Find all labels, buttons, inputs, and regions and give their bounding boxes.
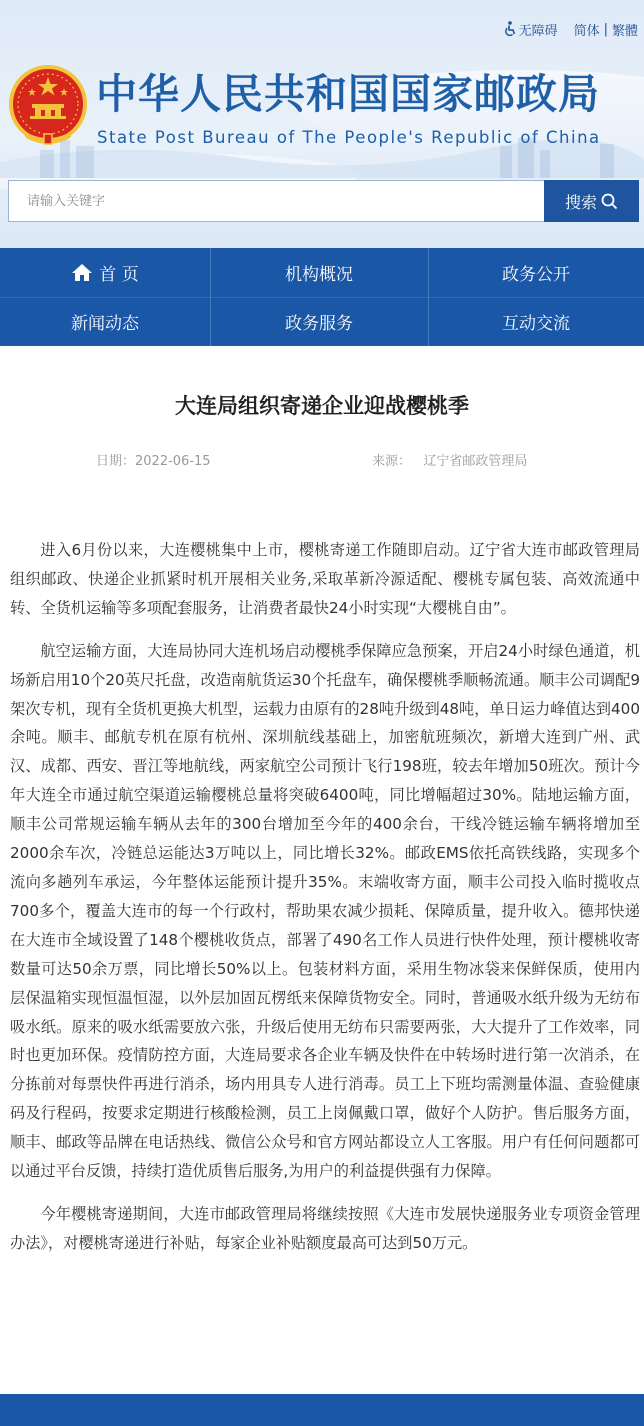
nav-item-news[interactable]: 新闻动态: [71, 314, 139, 334]
article-date-value: 2022-06-15: [135, 454, 211, 469]
search-button-label: 搜索: [564, 192, 597, 212]
nav-item-services[interactable]: 政务服务: [285, 314, 353, 334]
nav-item-organization[interactable]: 机构概况: [285, 265, 353, 285]
search-icon: [601, 193, 618, 210]
article-date: [96, 452, 211, 472]
nav-item-home-label: 首 页: [99, 265, 139, 285]
search-input[interactable]: [8, 180, 544, 222]
article-source-value: 辽宁省邮政管理局: [423, 454, 528, 469]
article-source-label: 来源：: [372, 454, 412, 469]
article-paragraph: 今年樱桃寄递期间，大连市邮政管理局将继续按照《大连市发展快递服务业专项资金管理办法》，对樱桃寄递进行补贴，每家企业补贴额度最高可达到50万元。: [10, 1204, 640, 1252]
accessibility-link[interactable]: [503, 20, 558, 39]
search-button[interactable]: [544, 180, 639, 222]
article-body: [10, 536, 640, 1272]
national-emblem-icon: [8, 64, 88, 150]
main-nav: [0, 248, 644, 346]
article-title: 大连局组织寄递企业迎战樱桃季: [175, 394, 469, 418]
site-header: [0, 0, 644, 248]
accessibility-label: 无障碍: [518, 23, 558, 39]
site-title-en: State Post Bureau of The People's Republic of China: [97, 128, 601, 147]
nav-item-government-affairs[interactable]: 政务公开: [502, 265, 570, 285]
nav-item-home[interactable]: [0, 248, 210, 297]
nav-item-interaction[interactable]: 互动交流: [502, 314, 570, 334]
article-paragraph: 航空运输方面，大连局协同大连机场启动樱桃季保障应急预案，开启24小时绿色通道，机场新启用10个20英尺托盘，改造南航货运30个托盘车，确保樱桃季顺畅流通。顺丰公司调配9架次专机，现有全货机更换大机型，运载力由原有的28吨升级到48吨，单日运力峰值达到400余吨。顺丰、邮航专机在原有杭州、深圳航线基础上，加密航班频次，新增大连到广州、武汉、成都、西安、晋江等地航线，两家航空公司预计飞行198班，较去年增加50班次。预计今年大连全市通过航空渠道运输樱桃总量将突破6400吨，同比增幅超过30%。陆地运输方面，顺丰公司常规运输车辆从去年的300台增加至今年的400余台，干线冷链运输车辆将增加至2000余车次，冷链总运能达3万吨以上，同比增长32%。邮政EMS依托高铁线路，实现多个流向多趟列车承运，今年整体运能预计提升35%。末端收寄方面，顺丰公司投入临时揽收点700多个，覆盖大连市的每一个行政村，帮助果农减少损耗、保障质量，提升收入。德邦快递在大连市全域设置了148个樱桃收货点，部署了490名工作人员进行快件处理，预计樱桃收寄数量可达50余万票，同比增长50%以上。包装材料方面，采用生物冰袋来保鲜保质，使用内层保温箱实现恒温恒湿，以外层加固瓦楞纸来保障货物安全。同时，普通吸水纸升级为无纺布吸水纸。原来的吸水纸需要放六张，升级后使用无纺布只需要两张，大大提升了工作效率，同时也更加环保。疫情防控方面，大连局要求各企业车辆及快件在中转场时进行第一次消杀，在分拣前对每票快件再进行消杀，场内用具专人进行消毒。员工上下班均需测量体温、查验健康码及行程码，按要求定期进行核酸检测，员工上岗佩戴口罩，做好个人防护。售后服务方面，顺丰、邮政等品牌在电话热线、微信公众号和官方网站都设立人工客服。用户有任何问题都可以通过平台反馈，持续打造优质售后服务,为用户的利益提供强有力保障。: [10, 641, 640, 1181]
article-source: [372, 452, 527, 472]
lang-separator: |: [603, 21, 608, 37]
footer-bar: [0, 1394, 644, 1426]
traditional-chinese-link[interactable]: 繁體: [611, 23, 638, 39]
article-paragraph: 进入6月份以来，大连樱桃集中上市，樱桃寄递工作随即启动。辽宁省大连市邮政管理局组织邮政、快递企业抓紧时机开展相关业务,采取革新冷源适配、樱桃专属包装、高效流通中转、全货机运输等多项配套服务，让消费者最快24小时实现“大樱桃自由”。: [10, 541, 640, 617]
accessibility-icon: [503, 21, 517, 37]
article-date-label: 日期：: [96, 454, 136, 469]
top-links: [503, 18, 638, 40]
simplified-chinese-link[interactable]: 简体: [573, 23, 600, 39]
site-title-cn: 中华人民共和国国家邮政局: [96, 70, 600, 118]
home-icon: [71, 263, 93, 282]
